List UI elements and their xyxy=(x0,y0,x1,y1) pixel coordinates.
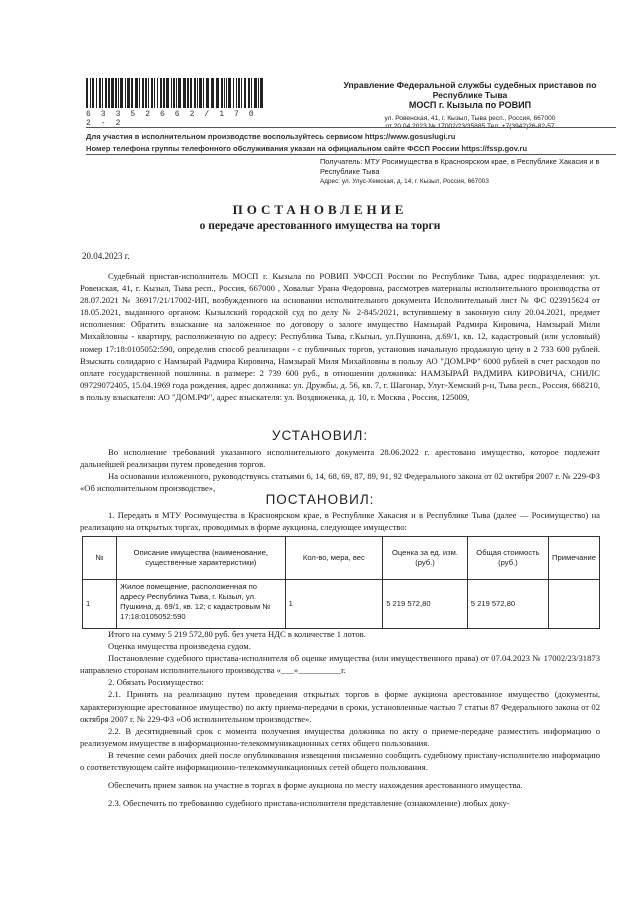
item1-section xyxy=(80,509,600,533)
barcode-bar xyxy=(118,78,119,108)
intro-text: Судебный пристав-исполнитель МОСП г. Кызыла по РОВИП УФССП России по Республике Тыва, адрес подразделения: ул. Ровенская, 41, г. Кызыл, Тыва респ., Россия, 667000 , Ховалыг Урана Федоровна, рассмотрев материалы исполнительного производства от 28.07.2021 № 36917/21/17002-ИП, возбужденного на основании исполнительного документа Исполнительный лист № ФС 023915624 от 18.05.2021, выданного органом: Кызылский городской суд по делу № 2-845/2021, вступившему в законную силу 20.04.2021, предмет исполнения: Обратить взыскание на заложенное по договору о залоге имущество Намзырай Радмира Кировича, Намзырай Мили Михайловны - квартиру, расположенную по адресу: Республика Тыва, г.Кызыл, ул.Пушкина, д.69/1, кв. 12, кадастровый (или условный) номер 17:18:0105052:590, определив способ реализации - с публичных торгов, установив начальную продажную цену в 2 733 600 рублей. Взыскать солидарно с Намзырай Радмира Кировича, Намзырай Миля Михайловны в пользу АО "ДОМ.РФ" 6000 рублей в счет расходов по оплате государственной пошлины. в размере: 2 739 600 руб., в отношении должника: НАМЗЫРАЙ РАДМИРА КИРОВИЧА, СНИЛС 09729072405, 15.04.1969 года рождения, адрес должника: ул. Дружбы, д. 56, кв. 7, г. Шагонар, Улуг-Хемский р-н, Тыва респ., Россия, 668210, в пользу взыскателя: АО "ДОМ.РФ", адрес взыскателя: ул. Воздвиженка, д. 10, г. Москва , Россия, 125009, xyxy=(80,271,600,402)
agency-name-line1: Управление Федеральной службы судебных приставов по xyxy=(343,80,597,90)
court-approved-text: Оценка имущества произведена судом. xyxy=(108,641,251,652)
barcode-bar xyxy=(228,78,231,108)
barcode-bar xyxy=(120,78,123,108)
barcode-bar xyxy=(163,78,165,108)
established-text: Во исполнение требований указанного исполнительного документа 28.06.2022 г. арестовано имущество, которое подлежит дальнейшей реализации путем проведения торгов. xyxy=(80,447,600,470)
barcode-bar xyxy=(148,78,149,108)
agency-header xyxy=(330,80,610,131)
barcode-bar xyxy=(190,78,192,108)
established-heading: УСТАНОВИЛ: xyxy=(271,428,369,443)
recipient-address: Адрес: ул. Улус-Хемская, д. 14, г. Кызыл, Россия, 667003 xyxy=(320,178,489,185)
barcode-bar xyxy=(226,78,227,108)
barcode-bar xyxy=(139,78,140,108)
barcode-bar xyxy=(187,78,189,108)
intro-paragraph xyxy=(80,270,600,403)
barcode-bar xyxy=(102,78,103,108)
phone-notice: Номер телефона группы телефонного обслуживания указан на официальном сайте ФССП России https://fssp.gov.ru xyxy=(86,144,528,153)
barcode-bar xyxy=(211,78,214,108)
barcode-bar xyxy=(86,78,88,108)
col-unit-price: Оценка за ед. изм. (руб.) xyxy=(383,537,468,580)
barcode-bar xyxy=(251,78,252,108)
barcode-bar xyxy=(236,78,237,108)
barcode-bar xyxy=(145,78,147,108)
reception-text: Обеспечить прием заявок на участие в торгах в форме аукциона по месту нахождения арестованного имущества. xyxy=(108,780,523,791)
barcode-bar xyxy=(197,78,198,108)
item2-2-text: 2.2. В десятидневный срок с момента получения имущества должника по акту о приеме-передаче разместить информацию о реализуемом имуществе в информационно-телекоммуникационных сетях общего пользования. xyxy=(80,725,600,748)
barcode-bar xyxy=(244,78,246,108)
document-title: ПОСТАНОВЛЕНИЕ xyxy=(232,202,408,217)
barcode-bar xyxy=(131,78,133,108)
document-subtitle: о передаче арестованного имущества на торги xyxy=(199,220,441,232)
divider-bottom xyxy=(86,154,616,155)
total-text: Итого на сумму 5 219 572,80 руб. без учета НДС в количестве 1 лотов. xyxy=(108,629,366,639)
col-description: Описание имущества (наименование, существенные характеристики) xyxy=(117,537,285,580)
closing-section xyxy=(80,628,600,809)
item2-1-text: 2.1. Принять на реализацию путем проведения открытых торгов в форме аукциона арестованное имущество (документы, характеризующие арестованное имущество) по акту приема-передачи в сроки, установленные частью 7 статьи 87 Федерального закона от 02 октября 2007 г. № 229-ФЗ «Об исполнительном производстве». xyxy=(80,689,600,724)
barcode-bar xyxy=(194,78,196,108)
barcode-bar xyxy=(260,78,263,108)
barcode-bar xyxy=(221,78,223,108)
barcode-bar xyxy=(125,78,126,108)
barcode-image xyxy=(86,78,264,108)
agency-address: ул. Ровенская, 41, г. Кызыл, Тыва респ., Россия, 667000 xyxy=(384,115,556,122)
valuation-note-text: Постановление судебного пристава-исполнителя об оценке имущества (или имущественного права) от 07.04.2023 № 17002/23/31873 направлено сторонам исполнительного производства «___»__________г. xyxy=(80,653,600,676)
col-note: Примечание xyxy=(549,537,600,580)
barcode-bar xyxy=(248,78,250,108)
barcode-bar xyxy=(115,78,117,108)
barcode-bar xyxy=(254,78,257,108)
barcode-bar xyxy=(178,78,181,108)
basis-text: На основании изложенного, руководствуясь статьями 6, 14, 68, 69, 87, 89, 91, 92 Федерального закона от 02 октября 2007 г. № 229-ФЗ «Об исполнительном производстве», xyxy=(80,471,600,494)
cell-number: 1 xyxy=(83,580,117,629)
barcode-bar xyxy=(258,78,259,108)
barcode-bar xyxy=(127,78,130,108)
col-quantity: Кол-во, мера, вес xyxy=(285,537,383,580)
barcode-bar xyxy=(92,78,94,108)
gosuslugi-notice: Для участия в исполнительном производстве воспользуйтесь сервисом https://www.gosuslugi.ru xyxy=(86,132,456,141)
barcode-bar xyxy=(238,78,240,108)
barcode-bar xyxy=(173,78,175,108)
barcode-bar xyxy=(241,78,242,108)
barcode-bar xyxy=(154,78,155,108)
recipient-name: Получатель: МТУ Росимущества в Красноярском крае, в Республике Хакасия и в Республике Тыва xyxy=(320,157,600,176)
barcode-bar xyxy=(199,78,202,108)
barcode-bar xyxy=(183,78,186,108)
cell-quantity: 1 xyxy=(285,580,383,629)
barcode-number: 6 3 3 5 2 6 6 2 / 1 7 0 2 - 2 xyxy=(86,110,257,128)
barcode-bar xyxy=(203,78,204,108)
seven-days-text: В течение семи рабочих дней после опубликования извещения письменно сообщить судебному приставу-исполнителю информацию о соответствующем сайте информационно-телекоммуникационных сетей общего пользования. xyxy=(80,749,600,773)
document-reference: от 20.04.2023 № 17002/23/35885 Тел. +7(3942)26-82-57 xyxy=(385,123,555,130)
barcode-bar xyxy=(166,78,169,108)
barcode-bar xyxy=(96,78,97,108)
barcode-bar xyxy=(224,78,225,108)
barcode-bar xyxy=(135,78,138,108)
barcode-bar xyxy=(160,78,162,108)
item1-text: 1. Передать в МТУ Росимущества в Красноярском крае, в Республике Хакасия и в Республике Тыва (далее — Росимущество) на реализацию на открытых торгах, проводимых в форме аукциона, следующее имущество: xyxy=(80,510,600,533)
barcode-bar xyxy=(108,78,110,108)
item2-3-text: 2.3. Обеспечить по требованию судебного пристава-исполнителя представление (ознакомление) любых доку- xyxy=(108,798,510,809)
property-table xyxy=(82,536,600,629)
barcode-bar xyxy=(111,78,114,108)
table-header-row xyxy=(83,537,600,580)
col-number: № xyxy=(83,537,117,580)
barcode-bar xyxy=(206,78,209,108)
document-date: 20.04.2023 г. xyxy=(82,251,130,261)
department-name: МОСП г. Кызыла по РОВИП xyxy=(408,100,532,110)
item2-text: 2. Обязать Росимущество: xyxy=(108,677,204,688)
agency-name-line2: Республике Тыва xyxy=(432,90,508,100)
divider-top xyxy=(86,127,616,128)
resolved-heading: ПОСТАНОВИЛ: xyxy=(265,492,375,507)
barcode-bar xyxy=(142,78,144,108)
barcode-bar xyxy=(176,78,177,108)
barcode-bar xyxy=(216,78,219,108)
cell-unit-price: 5 219 572,80 xyxy=(383,580,468,629)
table-row xyxy=(83,580,600,629)
established-section xyxy=(80,446,600,494)
barcode-bar xyxy=(233,78,234,108)
barcode-bar xyxy=(171,78,172,108)
recipient-block xyxy=(320,157,600,186)
barcode-bar xyxy=(99,78,101,108)
col-total: Общая стоимость (руб.) xyxy=(467,537,548,580)
cell-total: 5 219 572,80 xyxy=(467,580,548,629)
barcode-bar xyxy=(105,78,107,108)
barcode-bar xyxy=(90,78,91,108)
cell-description: Жилое помещение, расположенная по адресу Республика Тыва, г. Кызыл, ул. Пушкина, д. 69/1, кв. 12; с кадастровым № 17:18:0105052:590 xyxy=(117,580,285,629)
cell-note xyxy=(549,580,600,629)
barcode-bar xyxy=(151,78,153,108)
barcode-bar xyxy=(157,78,158,108)
